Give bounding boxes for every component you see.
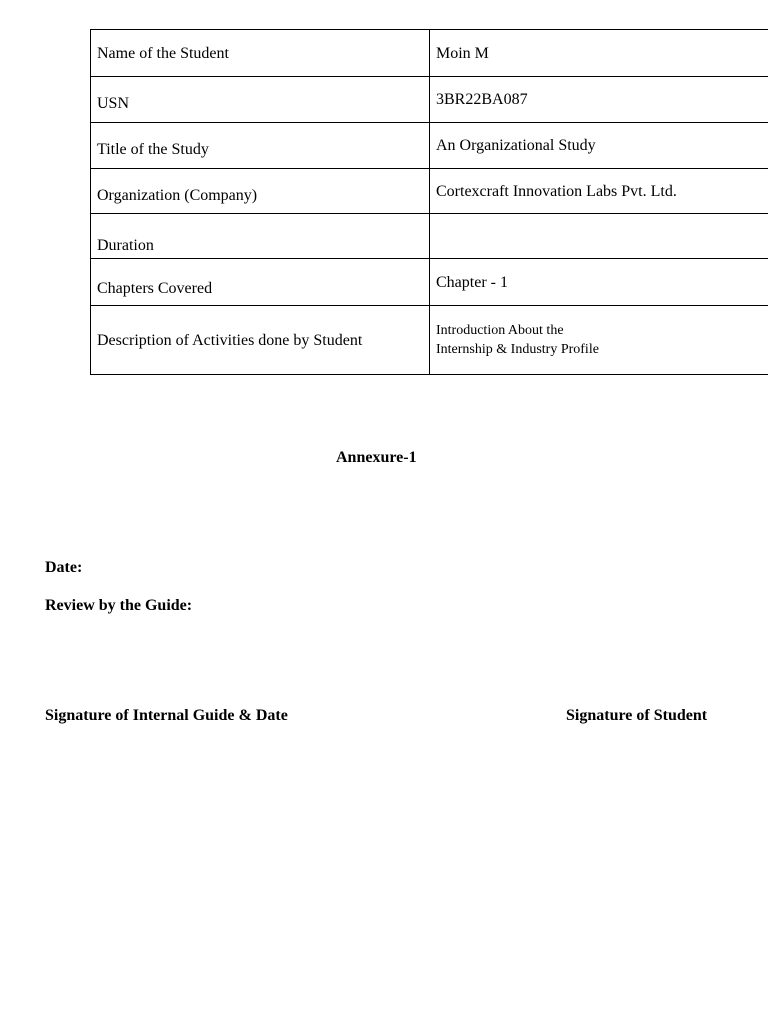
row-value [430, 306, 768, 375]
row-label: USN [91, 77, 430, 123]
student-info-table [90, 29, 768, 375]
row-label: Description of Activities done by Student [91, 306, 430, 375]
table-row [91, 306, 768, 375]
row-value: Cortexcraft Innovation Labs Pvt. Ltd. [430, 169, 768, 214]
row-value: 3BR22BA087 [430, 77, 768, 123]
table-row [91, 169, 768, 214]
row-label: Duration [91, 214, 430, 259]
row-value [430, 214, 768, 259]
table-row [91, 123, 768, 169]
row-label: Name of the Student [91, 30, 430, 77]
row-value: An Organizational Study [430, 123, 768, 169]
internal-guide-signature-label: Signature of Internal Guide & Date [45, 707, 288, 724]
annexure-title: Annexure-1 [336, 449, 417, 466]
table-row [91, 259, 768, 306]
row-label: Organization (Company) [91, 169, 430, 214]
table-row [91, 214, 768, 259]
row-value: Chapter - 1 [430, 259, 768, 306]
description-line: Introduction About the [436, 323, 564, 338]
row-label: Title of the Study [91, 123, 430, 169]
student-signature-label: Signature of Student [566, 707, 708, 724]
description-line: Internship & Industry Profile [436, 342, 599, 357]
table-row [91, 77, 768, 123]
table-row [91, 30, 768, 77]
date-label: Date: [45, 559, 83, 576]
row-label: Chapters Covered [91, 259, 430, 306]
row-value: Moin M [430, 30, 768, 77]
review-by-guide-label: Review by the Guide: [45, 597, 193, 614]
